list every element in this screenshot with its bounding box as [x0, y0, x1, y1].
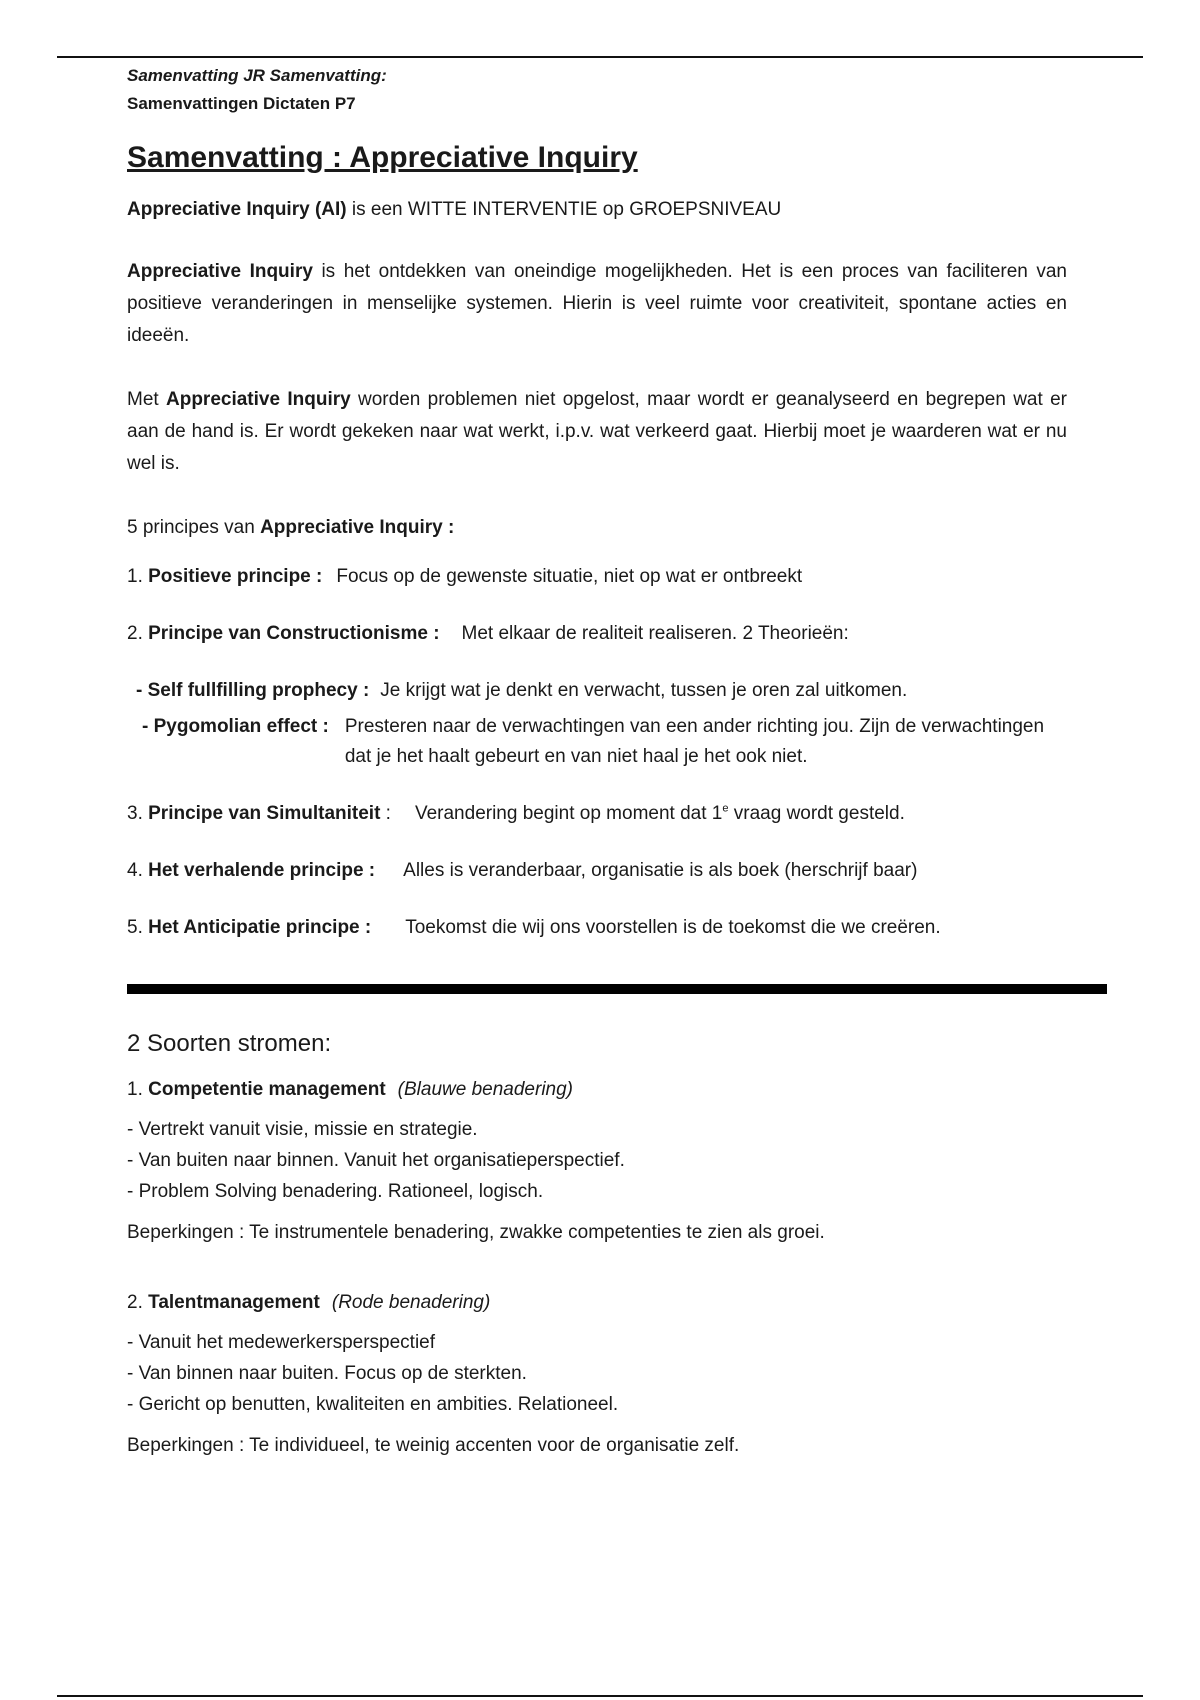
definition-text: is het ontdekken van oneindige mogelijkheden. Het is een proces van faciliteren van positieve veranderingen in menselijke systemen. Hierin is veel ruimte voor creativiteit, spontane acties en ideeën.: [127, 261, 1068, 346]
definition-paragraph: [127, 256, 1067, 352]
principles-intro-pre: 5 principes van: [127, 517, 261, 538]
bullet-item: - Van buiten naar binnen. Vanuit het organisatieperspectief.: [127, 1150, 625, 1171]
bullet-item: - Gericht op benutten, kwaliteiten en ambities. Relationeel.: [127, 1394, 619, 1415]
page-title: Samenvatting : Appreciative Inquiry: [127, 141, 638, 174]
bullet-item: - Van binnen naar buiten. Focus op de sterkten.: [127, 1363, 527, 1384]
method-text: worden problemen niet opgelost, maar wordt er geanalyseerd en begrepen wat er aan de hand is. Er wordt gekeken naar wat werkt, i.p.v. wat verkeerd gaat. Hierbij moet je waarderen wat er nu wel is.: [127, 389, 1067, 474]
theory-item: [127, 712, 1067, 772]
stream-approach: (Blauwe benadering): [397, 1079, 574, 1100]
principle-text-end: vraag wordt gesteld.: [728, 803, 905, 824]
stream-limitations: Beperkingen : Te instrumentele benadering, zwakke competenties te zien als groei.: [127, 1222, 825, 1243]
principle-colon: :: [380, 803, 391, 824]
stream-bullets: [127, 1327, 1067, 1420]
principle-number: 5.: [127, 917, 149, 938]
principle-text: Focus op de gewenste situatie, niet op wat er ontbreekt: [336, 566, 803, 587]
principle-text: Met elkaar de realiteit realiseren. 2 Theorieën:: [461, 623, 849, 644]
stream-number: 2.: [127, 1292, 149, 1313]
document-page: [127, 62, 1067, 1462]
bullet-item: - Problem Solving benadering. Rationeel, logisch.: [127, 1181, 544, 1202]
stream-label: Competentie management: [148, 1079, 386, 1100]
streams-heading: 2 Soorten stromen:: [127, 1030, 332, 1057]
header-line-1: Samenvatting JR Samenvatting:: [127, 66, 387, 85]
theory-label: - Self fullfilling prophecy :: [136, 680, 370, 701]
principle-item: [127, 855, 1067, 887]
theory-item: [127, 676, 1067, 706]
section-divider: [127, 984, 1107, 994]
theory-text: Presteren naar de verwachtingen van een ander richting jou. Zijn de verwachtingen dat je het haalt gebeurt en van niet haal je het ook niet.: [344, 716, 1045, 767]
principle-item: [127, 798, 1067, 830]
bullet-item: - Vanuit het medewerkersperspectief: [127, 1332, 436, 1353]
method-paragraph: [127, 384, 1067, 480]
principle-text: Verandering begint op moment dat 1: [414, 803, 723, 824]
principle-label: Het Anticipatie principe :: [148, 917, 372, 938]
principle-item: [127, 618, 1067, 650]
stream-label: Talentmanagement: [148, 1292, 320, 1313]
definition-bold: Appreciative Inquiry: [127, 261, 313, 282]
principle-label: Het verhalende principe :: [148, 860, 376, 881]
stream-number: 1.: [127, 1079, 149, 1100]
principle-label: Principe van Simultaniteit: [148, 803, 381, 824]
principle-text: Alles is veranderbaar, organisatie is als boek (herschrijf baar): [403, 860, 918, 881]
principle-text: Toekomst die wij ons voorstellen is de toekomst die we creëren.: [405, 917, 941, 938]
principles-intro: [127, 512, 1067, 544]
intro-bold: Appreciative Inquiry (AI): [127, 199, 347, 220]
footer-rule: [57, 1695, 1143, 1697]
intro-paragraph: [127, 194, 1067, 226]
header-rule: [57, 56, 1143, 58]
principle-number: 4.: [127, 860, 149, 881]
stream-heading: [127, 1287, 1067, 1319]
stream-heading: [127, 1074, 1067, 1106]
method-bold: Appreciative Inquiry: [166, 389, 351, 410]
bullet-item: - Vertrekt vanuit visie, missie en strategie.: [127, 1119, 478, 1140]
principle-item: [127, 912, 1067, 944]
method-pre: Met: [127, 389, 166, 410]
principle-label: Principe van Constructionisme :: [148, 623, 440, 644]
document-header: [127, 62, 1067, 118]
principle-item: [127, 561, 1067, 593]
stream-limitations: Beperkingen : Te individueel, te weinig accenten voor de organisatie zelf.: [127, 1435, 740, 1456]
principle-label: Positieve principe :: [148, 566, 323, 587]
theory-label: - Pygomolian effect :: [142, 716, 329, 737]
principle-number: 1.: [127, 566, 149, 587]
stream-bullets: [127, 1114, 1067, 1207]
principle-number: 2.: [127, 623, 149, 644]
header-line-2: Samenvattingen Dictaten P7: [127, 94, 356, 113]
principle-number: 3.: [127, 803, 149, 824]
principles-intro-bold: Appreciative Inquiry :: [260, 517, 455, 538]
stream-approach: (Rode benadering): [331, 1292, 491, 1313]
theory-text: Je krijgt wat je denkt en verwacht, tussen je oren zal uitkomen.: [380, 680, 908, 701]
superscript: e: [722, 802, 729, 815]
intro-text: is een WITTE INTERVENTIE op GROEPSNIVEAU: [346, 199, 782, 220]
